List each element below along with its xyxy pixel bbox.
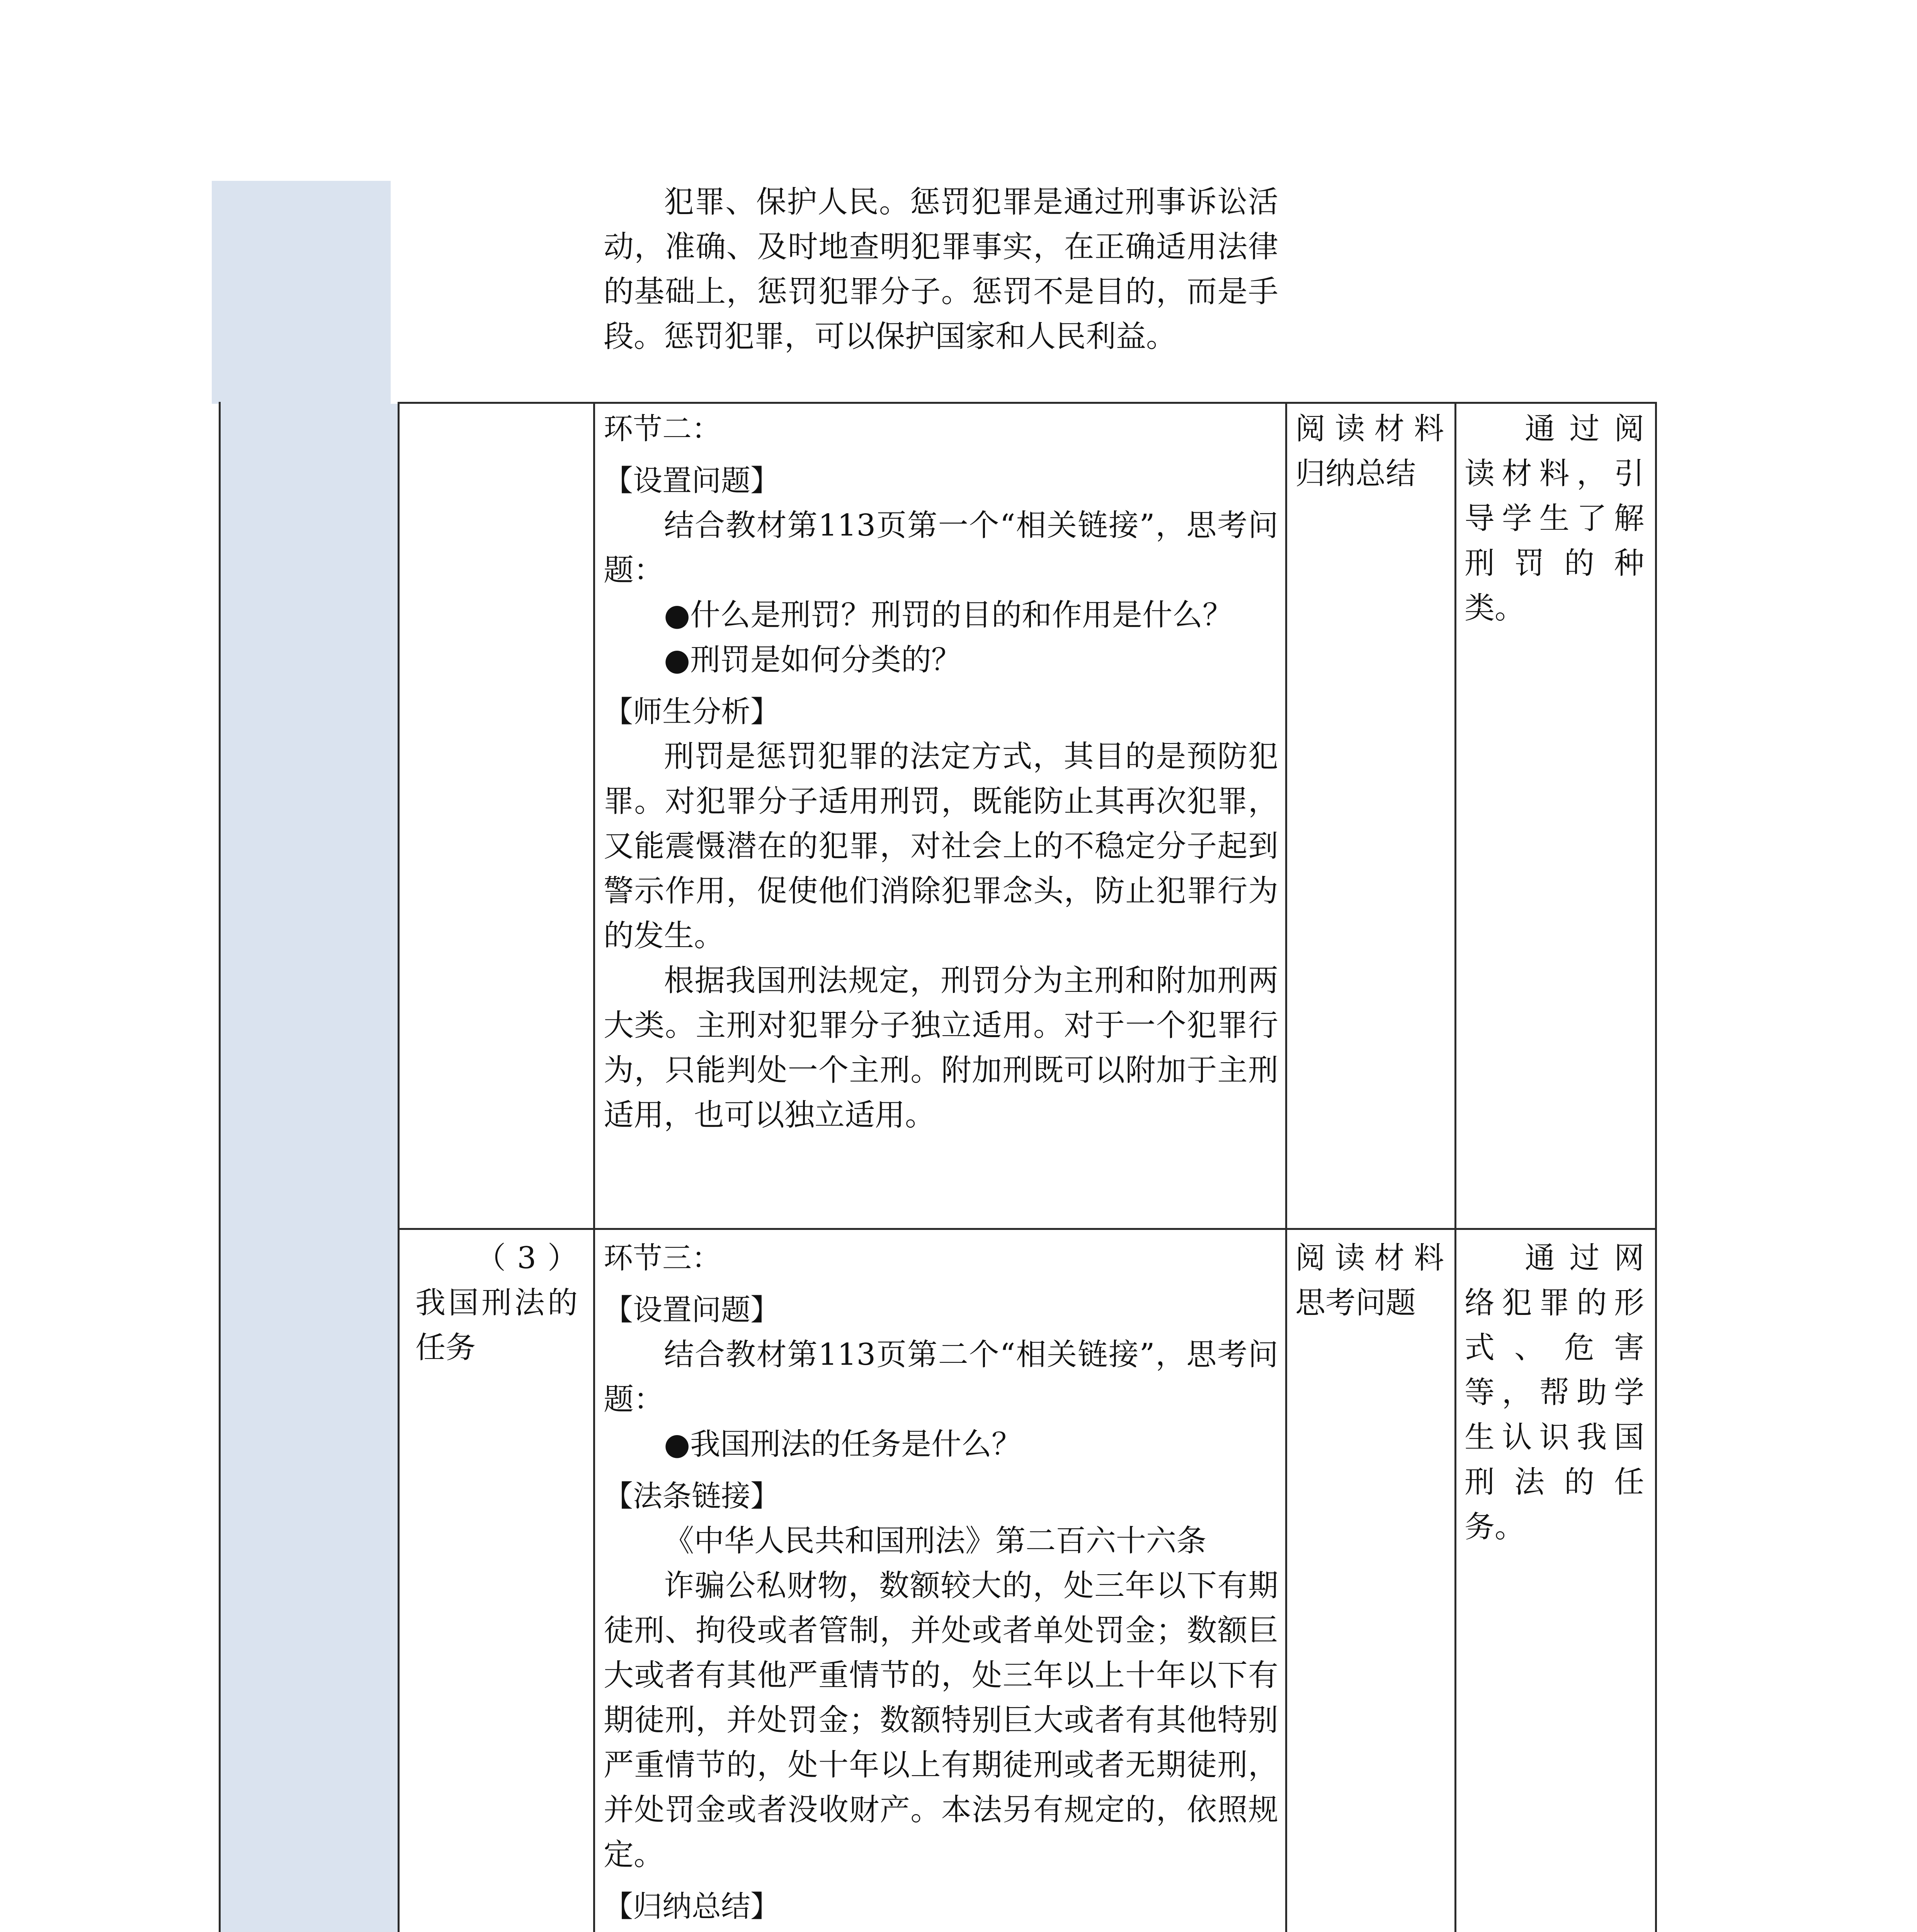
link3-student-activity: 阅读材料思考问题	[1295, 1241, 1444, 1320]
link3-topic: （3）我国刑法的任务	[415, 1241, 578, 1365]
section-label-column	[219, 404, 398, 1932]
table-column-divider-2	[593, 402, 595, 1932]
link3-summary-text	[604, 1929, 1278, 1932]
link3-question-bullet: ●我国刑法的任务是什么？	[664, 1427, 1022, 1462]
link2-question-bullet-1: ●什么是刑罚？刑罚的目的和作用是什么？	[664, 598, 1233, 633]
link3-student-activity-cell	[1295, 1236, 1444, 1325]
link3-step-title: 环节三：	[604, 1241, 721, 1275]
link2-step-title: 环节二：	[604, 412, 721, 446]
link3-question-text: 结合教材第113页第二个“相关链接”，思考问题：	[604, 1337, 1278, 1417]
link2-content-cell	[604, 406, 1278, 1138]
link2-student-activity-cell	[1295, 406, 1444, 496]
link3-heading-law: 【法条链接】	[604, 1479, 780, 1513]
table-column-divider-4	[1454, 402, 1456, 1932]
table-left-border	[219, 402, 221, 1932]
link3-content-cell	[604, 1236, 1278, 1932]
table-right-border	[1655, 402, 1657, 1932]
link3-topic-cell	[415, 1236, 578, 1370]
link3-design-intent: 通过网络犯罪的形式、危害等，帮助学生认识我国刑法的任务。	[1465, 1241, 1644, 1544]
link2-student-activity: 阅读材料归纳总结	[1295, 412, 1444, 491]
table-row-rule-2	[398, 1228, 1657, 1230]
link2-heading-question: 【设置问题】	[604, 463, 780, 498]
link3-law-text: 诈骗公私财物，数额较大的，处三年以下有期徒刑、拘役或者管制，并处或者单处罚金；数额巨大或者有其他严重情节的，处三年以上十年以下有期徒刑，并处罚金；数额特别巨大或者有其他特别严重情节的，处十年以上有期徒刑或者无期徒刑，并处罚金或者没收财产。本法另有规定的，依照规定。	[604, 1568, 1278, 1872]
link2-analysis-para-1: 刑罚是惩罚犯罪的法定方式，其目的是预防犯罪。对犯罪分子适用刑罚，既能防止其再次犯罪，又能震慑潜在的犯罪，对社会上的不稳定分子起到警示作用，促使他们消除犯罪念头，防止犯罪行为的发生。	[604, 739, 1278, 953]
table-row-rule-1	[398, 402, 1657, 404]
top-row-text-cell	[604, 180, 1278, 359]
link2-design-intent: 通过阅读材料，引导学生了解刑罚的种类。	[1465, 412, 1644, 626]
link2-analysis-para-2: 根据我国刑法规定，刑罚分为主刑和附加刑两大类。主刑对犯罪分子独立适用。对于一个犯罪行为，只能判处一个主刑。附加刑既可以附加于主刑适用，也可以独立适用。	[604, 963, 1278, 1133]
top-row-text: 犯罪、保护人民。惩罚犯罪是通过刑事诉讼活动，准确、及时地查明犯罪事实，在正确适用法律的基础上，惩罚犯罪分子。惩罚不是目的，而是手段。惩罚犯罪，可以保护国家和人民利益。	[604, 185, 1278, 354]
table-column-divider-3	[1285, 402, 1287, 1932]
link3-design-intent-cell	[1465, 1236, 1644, 1549]
link3-heading-summary: 【归纳总结】	[604, 1889, 780, 1923]
link2-heading-analysis: 【师生分析】	[604, 694, 780, 729]
link2-question-bullet-2: ●刑罚是如何分类的？	[664, 643, 962, 677]
table-column-divider-1	[398, 402, 400, 1932]
link2-question-text: 结合教材第113页第一个“相关链接”，思考问题：	[604, 508, 1278, 588]
link3-law-title: 《中华人民共和国刑法》第二百六十六条	[664, 1524, 1207, 1558]
link3-heading-question: 【设置问题】	[604, 1293, 780, 1327]
section-label-column-top	[212, 181, 391, 404]
link2-design-intent-cell	[1465, 406, 1644, 631]
